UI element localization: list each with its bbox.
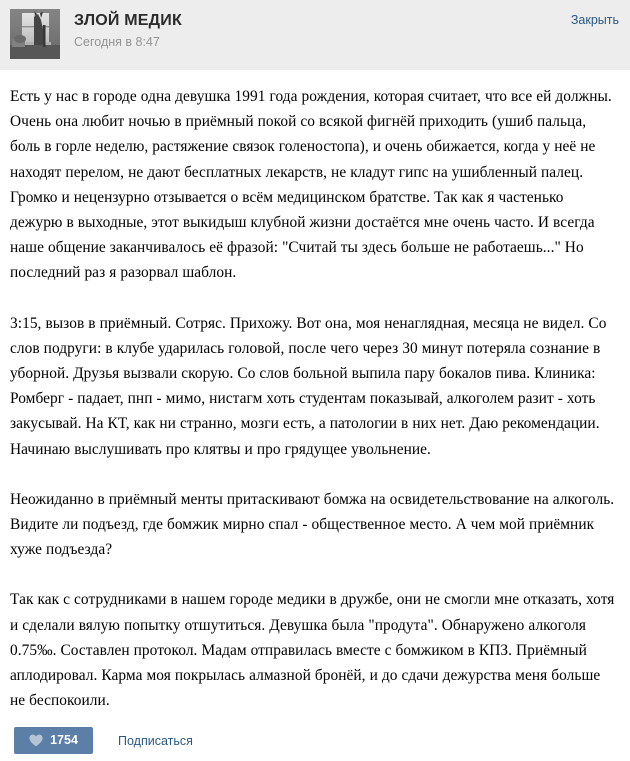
heart-icon [29, 734, 43, 747]
avatar-photo-icon [10, 9, 60, 59]
like-button[interactable] [14, 727, 93, 754]
author-name[interactable]: ЗЛОЙ МЕДИК [74, 12, 182, 29]
post-paragraph: Так как с сотрудниками в нашем городе медики в дружбе, они не смогли мне отказать, хотя и сделали вялую попытку отшутиться. Девушка была "продута". Обнаружено алкоголя 0.75‰. Составлен протокол. Мадам отправилась вместе с бомжиком в КПЗ. Приёмный аплодировал. Карма моя покрылась алмазной бронёй, и до сдачи дежурства меня больше не беспокоили. [10, 591, 615, 710]
post-paragraph: Есть у нас в городе одна девушка 1991 года рождения, которая считает, что все ей должны. Очень она любит ночью в приёмный покой со всякой фигнёй приходить (ушиб пальца, боль в горле неделю, растяжение связок голеностопа), и очень обижается, когда у неё не находят перелом, не дают бесплатных лекарств, не кладут гипс на ушибленный палец. Громко и нецензурно отзывается о всём медицинском братстве. Так как я частенько дежурю в выходные, этот выкидыш клубной жизни достаётся мне очень часто. И всегда наше общение заканчивалось её фразой: "Считай ты здесь больше не работаешь..." Но последний раз я разорвал шаблон. [10, 88, 612, 282]
post-paragraph: 3:15, вызов в приёмный. Сотряс. Прихожу. Вот она, моя ненаглядная, месяца не видел. Со слов подруги: в клубе ударилась головой, после чего через 30 минут потеряла сознание в уборной. Друзья вызвали скорую. Со слов больной выпила пару бокалов пива. Клиника: Ромберг - падает, пнп - мимо, нистагм хоть студентам показывай, алкоголем разит - хоть закусывай. На КТ, как ни странно, мозги есть, а патологии в них нет. Даю рекомендации. Начинаю выслушивать про клятвы и про грядущее увольнение. [10, 314, 607, 458]
avatar[interactable] [10, 9, 60, 59]
post-paragraph: Неожиданно в приёмный менты притаскивают бомжа на освидетельствование на алкоголь. Видите ли подъезд, где бомжик мирно спал - общественное место. А чем мой приёмник хуже подъезда? [10, 490, 615, 559]
post-body [0, 70, 630, 713]
header-titles [74, 9, 620, 50]
like-count: 1754 [50, 733, 78, 747]
close-button[interactable]: Закрыть [570, 13, 619, 27]
post-footer [0, 710, 630, 761]
post-header [0, 0, 630, 70]
post-date: Сегодня в 8:47 [74, 35, 160, 49]
subscribe-button[interactable]: Подписаться [118, 733, 193, 748]
